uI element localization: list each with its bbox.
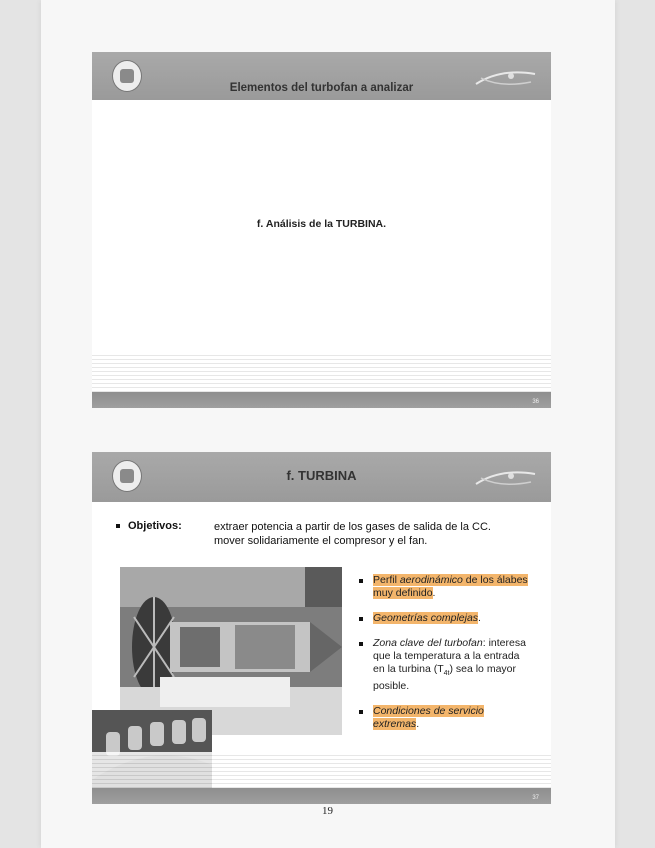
slide-1-heading: f. Análisis de la TURBINA. xyxy=(256,218,387,230)
slide-1-footer xyxy=(92,392,551,408)
turbine-bullets xyxy=(359,574,529,743)
objective-item: extraer potencia a partir de los gases de salida de la CC. xyxy=(214,521,491,533)
slide-1-decoration xyxy=(92,352,551,392)
slide-2 xyxy=(92,452,551,804)
slide-2-title: f. TURBINA xyxy=(286,468,357,483)
objectives-list xyxy=(214,520,534,548)
bullet-key-zone: Zona clave del turbofan: interesa que la temperatura a la entrada en la turbina $(T_{4t})$ sea lo mayor posible. xyxy=(359,637,529,693)
airplane-swoosh-icon xyxy=(471,64,541,92)
slide-1-number: 36 xyxy=(532,399,539,405)
slide-2-number: 37 xyxy=(532,795,539,801)
slide-1-title: Elementos del turbofan a analizar xyxy=(229,82,414,94)
bullet-geometry: Geometrías complejas. xyxy=(359,612,529,625)
slide-2-header xyxy=(92,452,551,502)
airplane-swoosh-icon xyxy=(471,464,541,492)
slide-2-footer xyxy=(92,788,551,804)
objectives-label: Objetivos: xyxy=(116,520,182,532)
bullet-conditions: Condiciones de servicio extremas. xyxy=(359,705,529,731)
slide-1 xyxy=(92,52,551,408)
page-number: 19 xyxy=(322,805,333,817)
slide-1-header xyxy=(92,52,551,100)
bullet-profile: Perfil aerodinámico de los álabes muy definido. xyxy=(359,574,529,600)
slide-2-decoration xyxy=(92,752,551,792)
objective-item: mover solidariamente el compresor y el fan. xyxy=(214,535,428,547)
